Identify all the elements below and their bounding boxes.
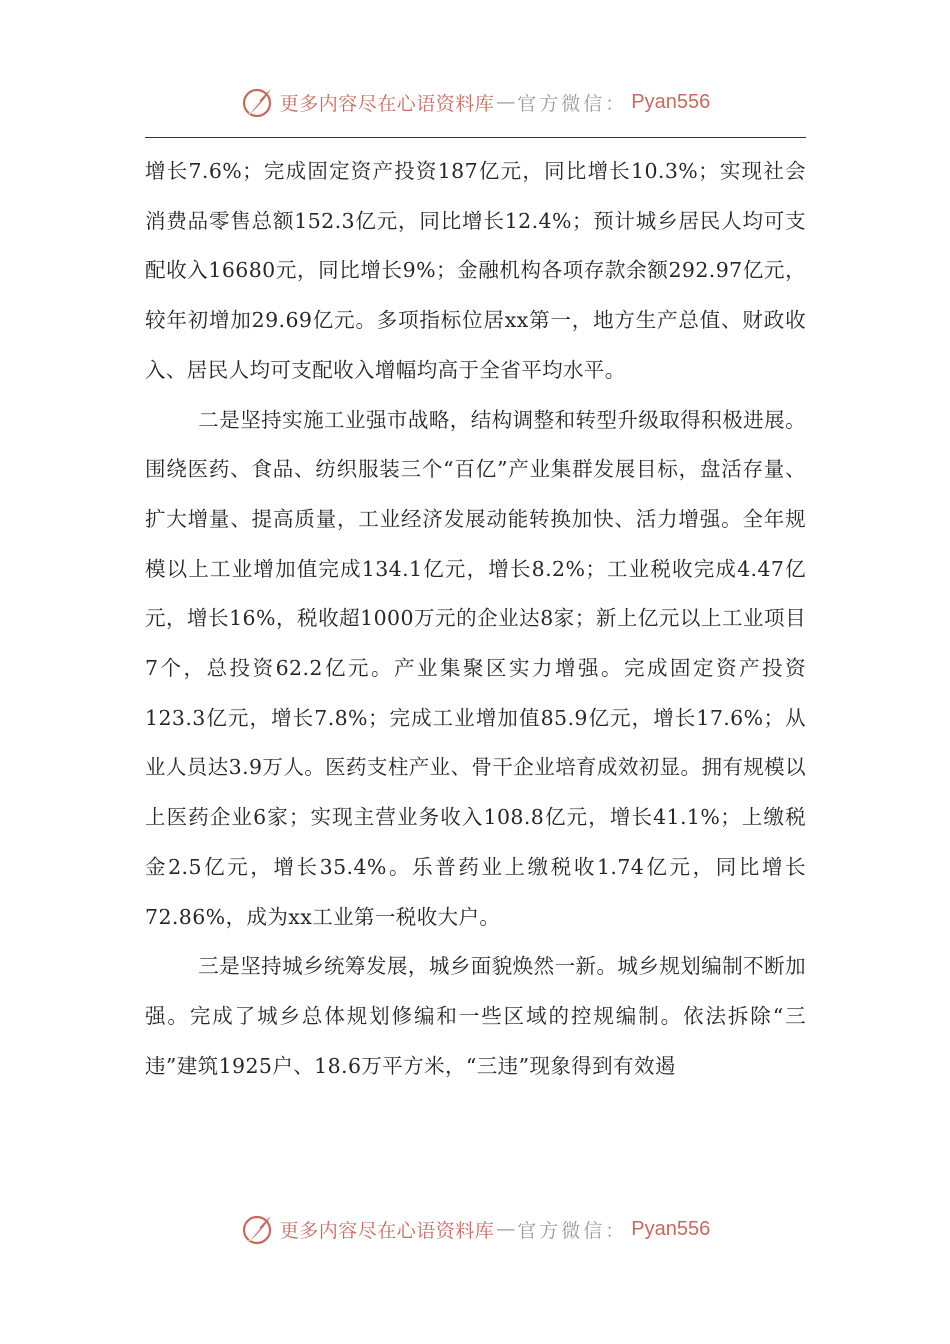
- footer-brand-text: 更多内容尽在心语资料库: [279, 1219, 495, 1242]
- footer-banner: [0, 1207, 950, 1251]
- footer-wechat-id: Pyan556: [631, 1217, 711, 1240]
- header-banner: [0, 80, 950, 124]
- quill-pen-logo-icon: [240, 1212, 274, 1246]
- quill-pen-logo-icon: [240, 85, 274, 119]
- header-wechat-label: 官方微信：: [517, 92, 628, 115]
- header-brand-text: 更多内容尽在心语资料库: [279, 92, 495, 115]
- header-wechat-id: Pyan556: [631, 90, 711, 113]
- footer-dash: —: [496, 1218, 516, 1240]
- paragraph-urban-rural: 三是坚持城乡统筹发展，城乡面貌焕然一新。城乡规划编制不断加强。完成了城乡总体规划修编和一些区域的控规编制。依法拆除“三违”建筑1925户、18.6万平方米，“三违”现象得到有效遏: [145, 954, 806, 1078]
- paragraph-continuation: 增长7.6%；完成固定资产投资187亿元，同比增长10.3%；实现社会消费品零售总额152.3亿元，同比增长12.4%；预计城乡居民人均可支配收入16680元，同比增长9%；金融机构各项存款余额292.97亿元，较年初增加29.69亿元。多项指标位居xx第一，地方生产总值、财政收入、居民人均可支配收入增幅均高于全省平均水平。: [145, 159, 806, 382]
- document-body: [145, 147, 806, 1091]
- footer-wechat-label: 官方微信：: [517, 1219, 628, 1242]
- header-dash: —: [496, 91, 516, 113]
- header-divider: [145, 137, 806, 138]
- paragraph-industry: 二是坚持实施工业强市战略，结构调整和转型升级取得积极进展。围绕医药、食品、纺织服装三个“百亿”产业集群发展目标，盘活存量、扩大增量、提高质量，工业经济发展动能转换加快、活力增强。全年规模以上工业增加值完成134.1亿元，增长8.2%；工业税收完成4.47亿元，增长16%，税收超1000万元的企业达8家；新上亿元以上工业项目7个，总投资62.2亿元。产业集聚区实力增强。完成固定资产投资123.3亿元，增长7.8%；完成工业增加值85.9亿元，增长17.6%；从业人员达3.9万人。医药支柱产业、骨干企业培育成效初显。拥有规模以上医药企业6家；实现主营业务收入108.8亿元，增长41.1%；上缴税金2.5亿元，增长35.4%。乐普药业上缴税收1.74亿元，同比增长72.86%，成为xx工业第一税收大户。: [145, 407, 806, 929]
